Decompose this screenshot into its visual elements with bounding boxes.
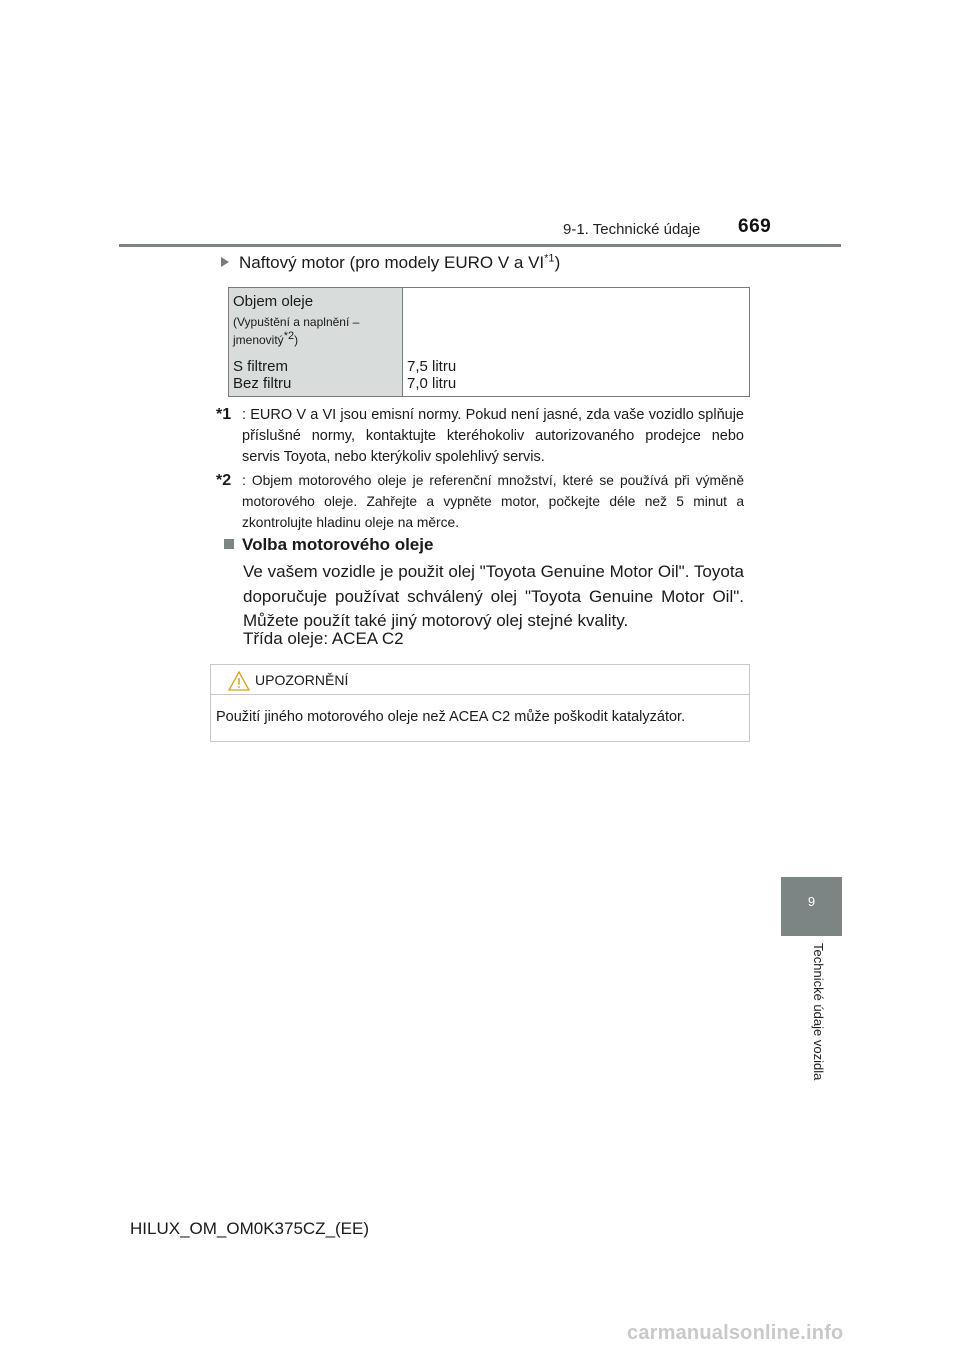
footnote-text: : Objem motorového oleje je referenční množství, které se používá při výměně motorového oleje. Zahřejte a vypněte motor, počkejte déle než 5 minut a zkontrolujte hladinu oleje na měrce. (242, 473, 744, 530)
oil-class: Třída oleje: ACEA C2 (243, 629, 404, 648)
diesel-heading (221, 253, 560, 273)
table-label: Objem oleje (233, 293, 314, 310)
header-rule (119, 244, 841, 247)
chapter-tab-title: Technické údaje vozidla (811, 943, 826, 1081)
diesel-heading-sup: *1 (544, 252, 555, 265)
footnote-1 (216, 404, 744, 468)
document-code: HILUX_OM_OM0K375CZ_(EE) (130, 1219, 370, 1238)
table-row-value: 7,5 litru (407, 358, 457, 375)
triangle-bullet-icon (221, 257, 229, 267)
table-note-line2: jmenovitý (233, 333, 284, 347)
table-note (233, 313, 398, 349)
footnote-mark: *2 (216, 472, 232, 489)
warning-divider (211, 694, 749, 695)
chapter-tab-number: 9 (807, 894, 816, 909)
warning-text: Použití jiného motorového oleje než ACEA C2 může poškodit katalyzátor. (216, 709, 686, 725)
table-note-sup: *2 (283, 330, 295, 342)
oil-capacity-table (228, 287, 750, 397)
header-section-title: 9-1. Technické údaje (563, 221, 701, 238)
table-note-line1: (Vypuštění a naplnění – (233, 315, 360, 329)
watermark-text: carmanualsonline.info (627, 1322, 844, 1344)
table-row-label: S filtrem (233, 358, 289, 375)
footnote-text: : EURO V a VI jsou emisní normy. Pokud není jasné, zda vaše vozidlo splňuje příslušné normy, kontaktujte kteréhokoliv autorizovaného prodejce nebo servis Toyota, nebo kterýkoliv spolehlivý servis. (242, 407, 744, 465)
table-row-label: Bez filtru (233, 375, 292, 392)
oil-selection-heading (224, 535, 433, 555)
warning-title: UPOZORNĚNÍ (255, 672, 349, 688)
table-row-value: 7,0 litru (407, 375, 457, 392)
warning-triangle-icon (228, 671, 250, 691)
table-note-end: ) (294, 333, 299, 347)
oil-selection-title: Volba motorového oleje (242, 535, 434, 554)
diesel-heading-end: ) (554, 253, 561, 272)
warning-box (210, 664, 750, 742)
footnote-mark: *1 (216, 406, 232, 423)
page-number: 669 (738, 216, 772, 237)
oil-selection-paragraph: Ve vašem vozidle je použit olej "Toyota Genuine Motor Oil". Toyota doporučuje používat schválený olej "Toyota Genuine Motor Oil". Můžete použít také jiný motorový olej stejné kvality. (243, 562, 744, 630)
diesel-heading-text: Naftový motor (pro modely EURO V a VI (239, 253, 545, 272)
footnote-2 (216, 470, 744, 533)
table-label-column (229, 288, 403, 396)
square-bullet-icon (224, 539, 234, 549)
